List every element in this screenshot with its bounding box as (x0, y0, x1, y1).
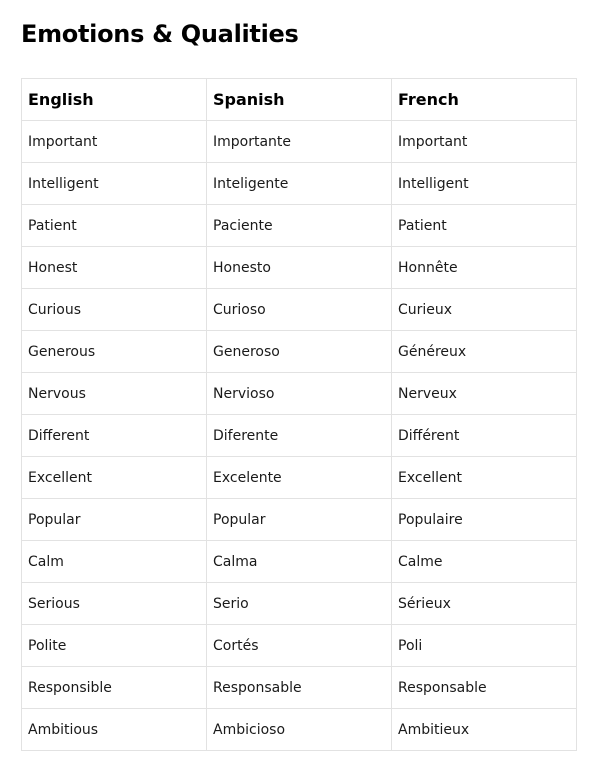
cell-spanish: Curioso (207, 289, 392, 331)
table-row (22, 541, 577, 583)
cell-english: Generous (22, 331, 207, 373)
cell-french: Patient (392, 205, 577, 247)
cell-spanish: Inteligente (207, 163, 392, 205)
cell-french: Sérieux (392, 583, 577, 625)
cell-spanish: Serio (207, 583, 392, 625)
cell-spanish: Cortés (207, 625, 392, 667)
cell-french: Honnête (392, 247, 577, 289)
cell-english: Different (22, 415, 207, 457)
cell-french: Généreux (392, 331, 577, 373)
table-row (22, 331, 577, 373)
cell-english: Nervous (22, 373, 207, 415)
cell-spanish: Popular (207, 499, 392, 541)
cell-french: Intelligent (392, 163, 577, 205)
cell-french: Poli (392, 625, 577, 667)
cell-french: Populaire (392, 499, 577, 541)
cell-french: Ambitieux (392, 709, 577, 751)
table-row (22, 625, 577, 667)
cell-spanish: Responsable (207, 667, 392, 709)
cell-spanish: Calma (207, 541, 392, 583)
cell-english: Responsible (22, 667, 207, 709)
table-row (22, 667, 577, 709)
table-header (22, 79, 577, 121)
cell-spanish: Nervioso (207, 373, 392, 415)
cell-french: Curieux (392, 289, 577, 331)
cell-spanish: Importante (207, 121, 392, 163)
header-spanish: Spanish (207, 79, 392, 121)
table-row (22, 289, 577, 331)
cell-spanish: Ambicioso (207, 709, 392, 751)
cell-english: Patient (22, 205, 207, 247)
header-english: English (22, 79, 207, 121)
cell-english: Intelligent (22, 163, 207, 205)
cell-english: Curious (22, 289, 207, 331)
table-body (22, 121, 577, 751)
cell-english: Polite (22, 625, 207, 667)
cell-french: Important (392, 121, 577, 163)
cell-english: Ambitious (22, 709, 207, 751)
table-row (22, 499, 577, 541)
table-row (22, 205, 577, 247)
cell-spanish: Paciente (207, 205, 392, 247)
table-row (22, 247, 577, 289)
cell-english: Popular (22, 499, 207, 541)
table-row (22, 583, 577, 625)
cell-french: Excellent (392, 457, 577, 499)
cell-spanish: Diferente (207, 415, 392, 457)
table-row (22, 457, 577, 499)
table-row (22, 121, 577, 163)
table-row (22, 373, 577, 415)
cell-english: Excellent (22, 457, 207, 499)
header-french: French (392, 79, 577, 121)
cell-spanish: Honesto (207, 247, 392, 289)
table-row (22, 709, 577, 751)
cell-french: Nerveux (392, 373, 577, 415)
page-title: Emotions & Qualities (21, 20, 299, 48)
cell-english: Calm (22, 541, 207, 583)
cell-french: Responsable (392, 667, 577, 709)
cell-french: Différent (392, 415, 577, 457)
vocabulary-table (21, 78, 577, 751)
header-row (22, 79, 577, 121)
cell-english: Serious (22, 583, 207, 625)
cell-french: Calme (392, 541, 577, 583)
cell-english: Important (22, 121, 207, 163)
cell-spanish: Generoso (207, 331, 392, 373)
cell-spanish: Excelente (207, 457, 392, 499)
table-row (22, 163, 577, 205)
cell-english: Honest (22, 247, 207, 289)
table-row (22, 415, 577, 457)
